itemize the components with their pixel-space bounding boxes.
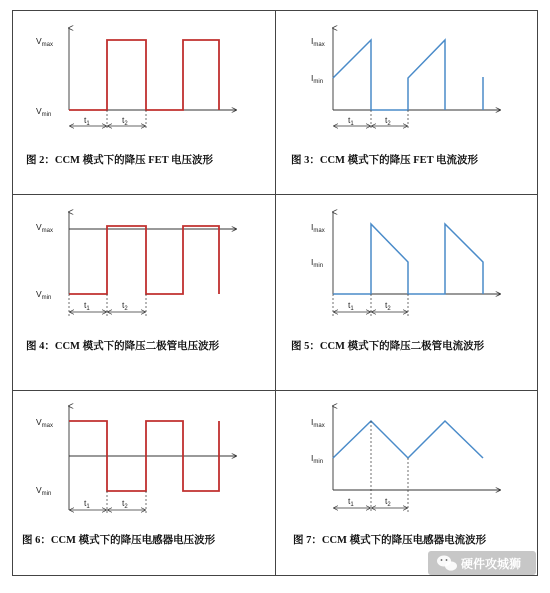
fet-voltage-waveform	[69, 40, 219, 110]
panel-caption: 图 5：CCM 模式下的降压二极管电流波形	[291, 341, 485, 352]
watermark	[428, 551, 536, 575]
interval-t2-label: $t_2$	[122, 300, 128, 312]
panel-caption: 图 7：CCM 模式下的降压电感器电流波形	[293, 535, 487, 546]
y-label-vmax: $V_{max}$	[36, 36, 54, 48]
panel-caption: 图 4：CCM 模式下的降压二极管电压波形	[26, 341, 220, 352]
y-label-vmin: $V_{min}$	[36, 106, 52, 118]
interval-t2-label: $t_2$	[385, 115, 391, 127]
y-label-imin: $I_{min}$	[311, 257, 324, 269]
panel-fig4-diode-voltage	[26, 212, 236, 352]
interval-t2-label: $t_2$	[122, 115, 128, 127]
panel-fig3-fet-current	[291, 28, 500, 166]
panel-caption: 图 2：CCM 模式下的降压 FET 电压波形	[26, 155, 214, 166]
panel-fig6-inductor-voltage	[22, 406, 236, 546]
panel-caption: 图 3：CCM 模式下的降压 FET 电流波形	[291, 155, 479, 166]
y-label-vmin: $V_{min}$	[36, 289, 52, 301]
interval-t2-label: $t_2$	[385, 300, 391, 312]
watermark-text: 硬件攻城狮	[461, 557, 522, 571]
interval-t1-label: $t_1$	[348, 115, 354, 127]
interval-t1-label: $t_1$	[84, 498, 90, 510]
y-label-imax: $I_{max}$	[311, 36, 325, 48]
interval-t1-label: $t_1$	[348, 300, 354, 312]
y-label-imax: $I_{max}$	[311, 222, 325, 234]
interval-t2-label: $t_2$	[385, 496, 391, 508]
diode-voltage-waveform	[69, 226, 219, 294]
table-grid	[13, 11, 538, 576]
diode-current-waveform	[333, 224, 483, 294]
interval-t2-label: $t_2$	[122, 498, 128, 510]
interval-t1-label: $t_1$	[348, 496, 354, 508]
y-label-imin: $I_{min}$	[311, 453, 324, 465]
panel-fig2-fet-voltage	[26, 28, 236, 166]
panel-fig5-diode-current	[291, 212, 500, 352]
inductor-current-waveform	[333, 421, 483, 458]
y-label-vmin: $V_{min}$	[36, 485, 52, 497]
fet-current-waveform	[333, 40, 445, 110]
y-label-vmax: $V_{max}$	[36, 417, 54, 429]
panel-caption: 图 6：CCM 模式下的降压电感器电压波形	[22, 535, 216, 546]
y-label-imax: $I_{max}$	[311, 417, 325, 429]
y-label-vmax: $V_{max}$	[36, 222, 54, 234]
y-label-imin: $I_{min}$	[311, 73, 324, 85]
interval-t1-label: $t_1$	[84, 115, 90, 127]
interval-t1-label: $t_1$	[84, 300, 90, 312]
panel-fig7-inductor-current	[293, 406, 500, 546]
